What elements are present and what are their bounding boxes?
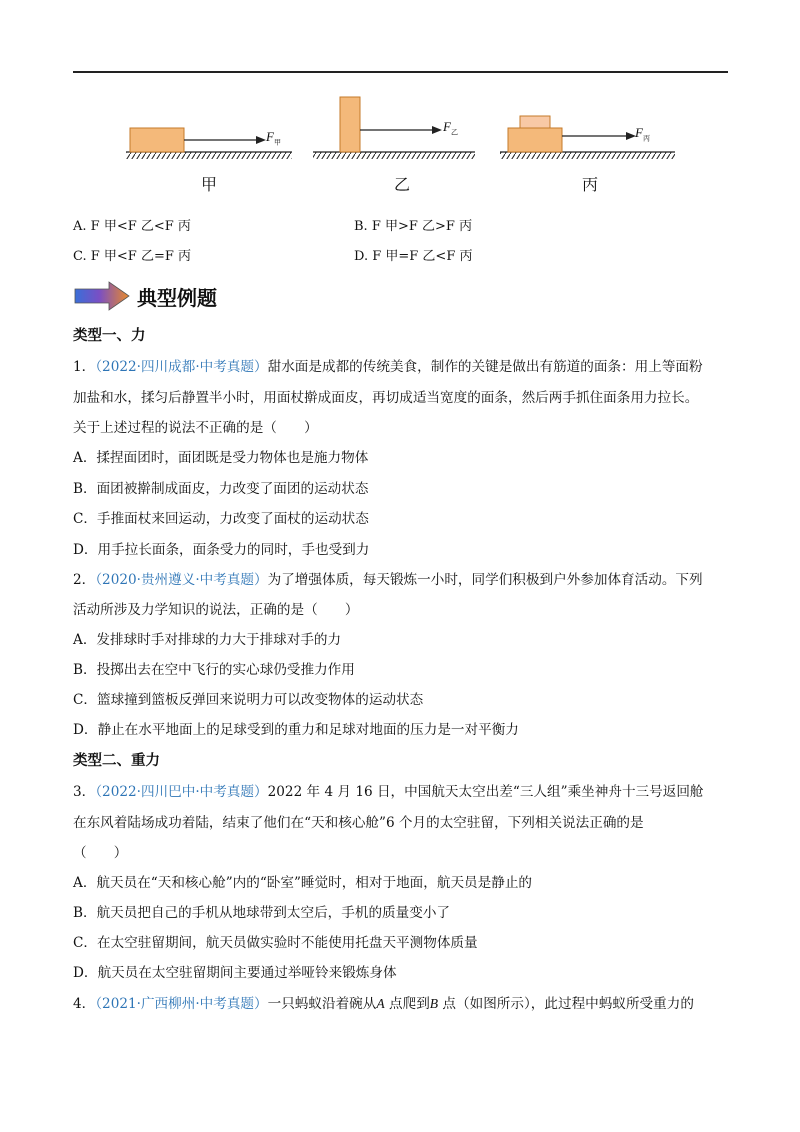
- q1-option-d: D．用手拉长面条，面条受力的同时，手也受到力: [73, 542, 370, 558]
- top-block: [520, 116, 550, 128]
- q3-option-a: A．航天员在“天和核心舱”内的“卧室”睡觉时，相对于地面，航天员是静止的: [73, 875, 533, 891]
- caption-bing: 丙: [582, 175, 599, 194]
- q2-option-d: D．静止在水平地面上的足球受到的重力和足球对地面的压力是一对平衡力: [73, 722, 519, 738]
- q4-line-1: 4．（2021·广西柳州·中考真题）一只蚂蚁沿着碗从A 点爬到B 点（如图所示），此过程中蚂蚁所受重力的: [73, 996, 694, 1012]
- q3-option-d: D．航天员在太空驻留期间主要通过举哑铃来锻炼身体: [73, 965, 397, 981]
- q1-option-b: B．面团被擀制成面皮，力改变了面团的运动状态: [73, 481, 369, 497]
- section-banner: [73, 279, 217, 313]
- prev-option-c: C. F 甲<F 乙=F 丙: [73, 249, 192, 264]
- q3-line-3: （ ）: [73, 845, 128, 861]
- q1-line-3: 关于上述过程的说法不正确的是（ ）: [73, 420, 318, 436]
- prev-option-d: D. F 甲=F 乙<F 丙: [354, 249, 473, 264]
- q3-option-c: C．在太空驻留期间，航天员做实验时不能使用托盘天平测物体质量: [73, 935, 478, 951]
- force-label-jia: $F_甲$: [266, 129, 281, 147]
- q2-option-a: A．发排球时手对排球的力大于排球对手的力: [73, 632, 342, 648]
- force-label-yi: $F_乙$: [443, 119, 458, 137]
- block: [130, 128, 184, 152]
- section-heading-2: 类型二、重力: [73, 753, 160, 769]
- q1-line-1: 1．（2022·四川成都·中考真题）甜水面是成都的传统美食，制作的关键是做出有筋道的面条：用上等面粉: [73, 359, 703, 375]
- q1-option-c: C．手推面杖来回运动，力改变了面杖的运动状态: [73, 511, 369, 527]
- prev-option-a: A. F 甲<F 乙<F 丙: [73, 219, 191, 234]
- q2-option-c: C．篮球撞到篮板反弹回来说明力可以改变物体的运动状态: [73, 692, 424, 708]
- q3-line-2: 在东风着陆场成功着陆，结束了他们在“天和核心舱”6 个月的太空驻留，下列相关说法正确的是: [73, 815, 644, 831]
- q3-option-b: B．航天员把自己的手机从地球带到太空后，手机的质量变小了: [73, 905, 451, 921]
- q3-line-1: 3．（2022·四川巴中·中考真题）2022 年 4 月 16 日，中国航天太空出差“三人组”乘坐神舟十三号返回舱: [73, 784, 704, 800]
- header-rule: [73, 71, 728, 73]
- q2-line-1: 2．（2020·贵州遵义·中考真题）为了增强体质，每天锻炼一小时，同学们积极到户外参加体育活动。下列: [73, 572, 703, 588]
- force-label-bing: $F_丙$: [635, 125, 650, 143]
- q1-option-a: A．揉捏面团时，面团既是受力物体也是施力物体: [73, 450, 369, 466]
- q2-option-b: B．投掷出去在空中飞行的实心球仍受推力作用: [73, 662, 355, 678]
- block: [508, 128, 562, 152]
- section-title: 典型例题: [137, 285, 217, 310]
- arrow-icon: [73, 281, 131, 311]
- section-heading-1: 类型一、力: [73, 328, 146, 344]
- caption-jia: 甲: [201, 175, 218, 194]
- prev-option-b: B. F 甲>F 乙>F 丙: [354, 219, 473, 234]
- caption-yi: 乙: [394, 175, 411, 194]
- block: [340, 97, 360, 152]
- q2-line-2: 活动所涉及力学知识的说法，正确的是（ ）: [73, 602, 359, 618]
- q1-line-2: 加盐和水，揉匀后静置半小时，用面杖擀成面皮，再切成适当宽度的面条，然后两手抓住面条用力拉长。: [73, 390, 699, 406]
